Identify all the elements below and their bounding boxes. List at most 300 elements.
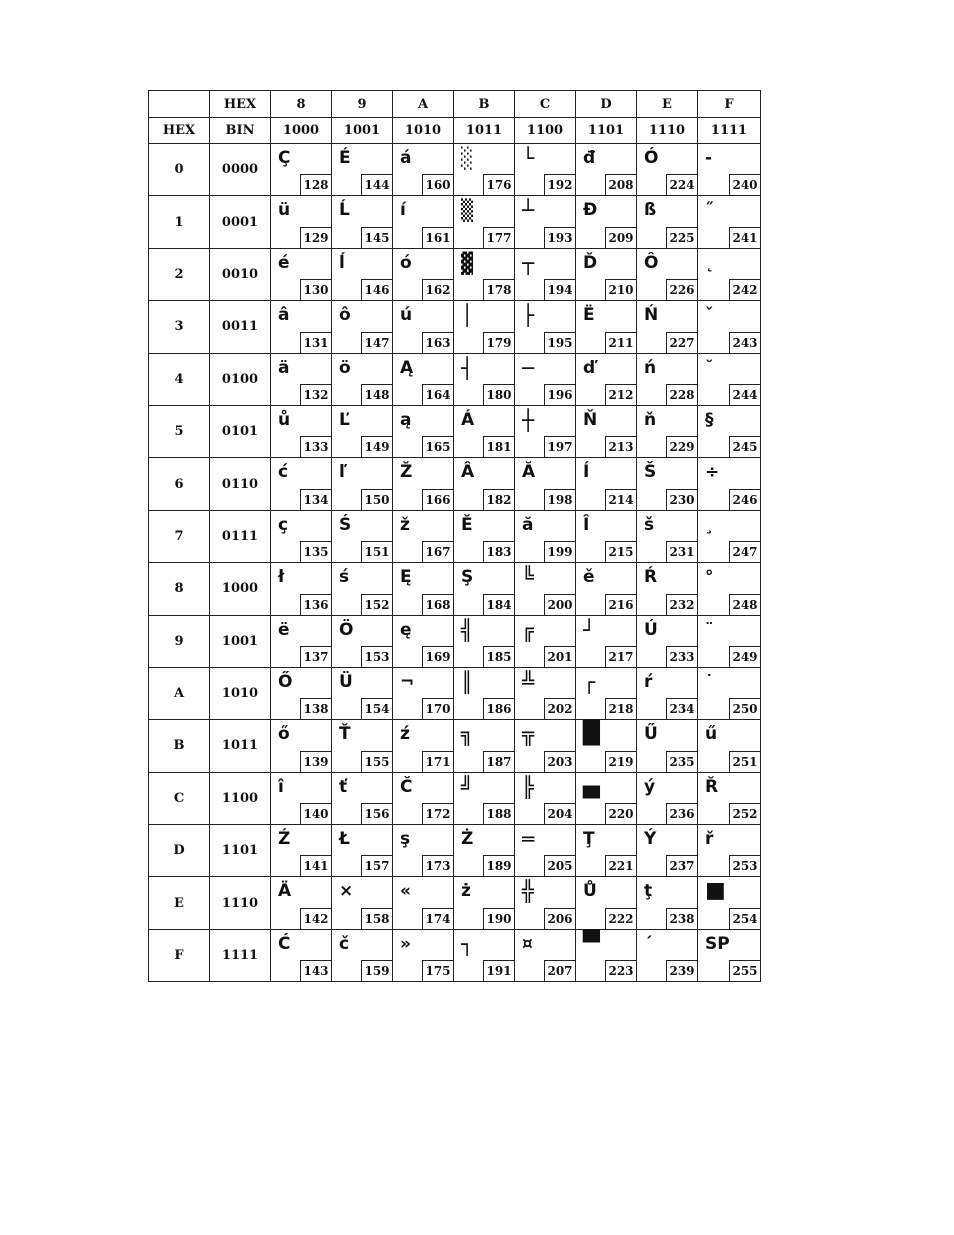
code-cell xyxy=(332,772,393,824)
code-cell xyxy=(332,405,393,457)
cell-decimal-code: 228 xyxy=(666,384,697,405)
code-cell xyxy=(393,196,454,248)
table-row xyxy=(149,615,761,667)
cell-decimal-code: 190 xyxy=(483,908,514,929)
cell-decimal-code: 170 xyxy=(422,698,453,719)
code-cell xyxy=(271,877,332,929)
row-bin-label: 1010 xyxy=(210,667,271,719)
row-bin-label: 0111 xyxy=(210,510,271,562)
column-hex-header: E xyxy=(637,91,698,118)
code-cell xyxy=(637,353,698,405)
table-row xyxy=(149,877,761,929)
code-cell xyxy=(515,248,576,300)
column-bin-header: 1100 xyxy=(515,118,576,144)
column-hex-header: 8 xyxy=(271,91,332,118)
cell-decimal-code: 212 xyxy=(605,384,636,405)
cell-decimal-code: 140 xyxy=(300,803,331,824)
code-cell xyxy=(576,458,637,510)
code-cell xyxy=(393,510,454,562)
code-cell xyxy=(637,144,698,196)
code-cell xyxy=(271,772,332,824)
cell-decimal-code: 141 xyxy=(300,855,331,876)
row-bin-label: 1101 xyxy=(210,825,271,877)
code-cell xyxy=(332,458,393,510)
row-hex-label: 8 xyxy=(149,563,210,615)
cell-decimal-code: 129 xyxy=(300,227,331,248)
table-row xyxy=(149,405,761,457)
cell-glyph: ü xyxy=(278,200,291,221)
row-bin-label: 0001 xyxy=(210,196,271,248)
code-cell xyxy=(637,458,698,510)
cell-glyph: ° xyxy=(705,567,714,588)
cell-decimal-code: 184 xyxy=(483,594,514,615)
code-cell xyxy=(515,458,576,510)
code-cell xyxy=(332,877,393,929)
cell-glyph: ■ xyxy=(705,878,726,904)
row-bin-label: 0110 xyxy=(210,458,271,510)
cell-decimal-code: 198 xyxy=(544,489,575,510)
code-cell xyxy=(698,144,761,196)
cell-decimal-code: 128 xyxy=(300,174,331,195)
column-bin-header: 1110 xyxy=(637,118,698,144)
code-cell xyxy=(393,615,454,667)
cell-glyph: ▀ xyxy=(583,930,600,956)
cell-glyph: § xyxy=(705,409,714,430)
row-bin-label: 0010 xyxy=(210,248,271,300)
cell-decimal-code: 227 xyxy=(666,332,697,353)
cell-decimal-code: 217 xyxy=(605,646,636,667)
cell-glyph: Â xyxy=(461,462,475,483)
row-hex-label: D xyxy=(149,825,210,877)
cell-decimal-code: 244 xyxy=(729,384,760,405)
code-cell xyxy=(271,458,332,510)
cell-glyph: ╝ xyxy=(461,774,474,799)
character-code-table xyxy=(148,90,761,982)
code-cell xyxy=(515,301,576,353)
cell-glyph: ¬ xyxy=(400,671,415,692)
cell-decimal-code: 153 xyxy=(361,646,392,667)
cell-glyph: ┌ xyxy=(583,669,596,694)
cell-glyph: ä xyxy=(278,357,290,378)
cell-glyph: │ xyxy=(461,303,474,328)
code-cell xyxy=(698,510,761,562)
row-bin-label: 0000 xyxy=(210,144,271,196)
code-cell xyxy=(637,929,698,981)
cell-glyph: đ xyxy=(583,148,596,168)
corner-cell xyxy=(149,91,210,118)
hex-header-label: HEX xyxy=(210,91,271,118)
cell-decimal-code: 138 xyxy=(300,698,331,719)
cell-decimal-code: 225 xyxy=(666,227,697,248)
cell-glyph: É xyxy=(339,148,351,168)
cell-decimal-code: 181 xyxy=(483,436,514,457)
code-cell xyxy=(271,720,332,772)
cell-decimal-code: 157 xyxy=(361,855,392,876)
cell-decimal-code: 233 xyxy=(666,646,697,667)
cell-decimal-code: 203 xyxy=(544,751,575,772)
table-row xyxy=(149,510,761,562)
table-row xyxy=(149,667,761,719)
cell-glyph: Ű xyxy=(644,724,658,745)
row-bin-label: 0100 xyxy=(210,353,271,405)
code-cell xyxy=(637,772,698,824)
bin-header-label: BIN xyxy=(210,118,271,144)
cell-decimal-code: 166 xyxy=(422,489,453,510)
cell-decimal-code: 237 xyxy=(666,855,697,876)
cell-glyph: ┤ xyxy=(461,355,474,380)
code-cell xyxy=(454,405,515,457)
cell-glyph: ‐ xyxy=(705,148,713,168)
cell-glyph: ç xyxy=(278,514,289,535)
code-cell xyxy=(271,301,332,353)
cell-glyph: ő xyxy=(278,724,290,745)
cell-glyph: ň xyxy=(644,409,657,430)
code-cell xyxy=(332,720,393,772)
column-hex-header: 9 xyxy=(332,91,393,118)
cell-decimal-code: 230 xyxy=(666,489,697,510)
cell-glyph: ë xyxy=(278,619,290,640)
cell-glyph: ö xyxy=(339,357,351,378)
cell-glyph: Ú xyxy=(644,619,658,640)
cell-glyph: └ xyxy=(522,146,535,170)
code-cell xyxy=(515,510,576,562)
code-cell xyxy=(515,405,576,457)
cell-glyph: Ť xyxy=(339,724,351,745)
code-cell xyxy=(393,248,454,300)
code-cell xyxy=(515,720,576,772)
cell-glyph: ▄ xyxy=(583,773,600,799)
cell-decimal-code: 199 xyxy=(544,541,575,562)
code-cell xyxy=(515,772,576,824)
code-cell xyxy=(393,405,454,457)
code-cell xyxy=(332,929,393,981)
cell-decimal-code: 250 xyxy=(729,698,760,719)
cell-decimal-code: 133 xyxy=(300,436,331,457)
cell-glyph: ┼ xyxy=(522,407,535,432)
cell-decimal-code: 144 xyxy=(361,174,392,195)
row-hex-label: 7 xyxy=(149,510,210,562)
cell-decimal-code: 172 xyxy=(422,803,453,824)
column-bin-header: 1000 xyxy=(271,118,332,144)
table-row xyxy=(149,720,761,772)
code-cell xyxy=(393,877,454,929)
cell-decimal-code: 169 xyxy=(422,646,453,667)
cell-decimal-code: 135 xyxy=(300,541,331,562)
cell-glyph: Ő xyxy=(278,671,293,692)
cell-glyph: Ř xyxy=(705,776,719,797)
cell-decimal-code: 191 xyxy=(483,960,514,981)
row-hex-label: 4 xyxy=(149,353,210,405)
cell-decimal-code: 187 xyxy=(483,751,514,772)
cell-decimal-code: 204 xyxy=(544,803,575,824)
code-cell xyxy=(698,248,761,300)
cell-glyph: ˇ xyxy=(705,305,714,326)
cell-decimal-code: 193 xyxy=(544,227,575,248)
cell-glyph: ď xyxy=(583,357,596,378)
code-cell xyxy=(454,196,515,248)
row-hex-label: A xyxy=(149,667,210,719)
cell-glyph: ó xyxy=(400,252,412,273)
cell-glyph: ¸ xyxy=(705,514,714,535)
cell-glyph: Ó xyxy=(644,148,659,168)
row-bin-label: 1111 xyxy=(210,929,271,981)
cell-glyph: ě xyxy=(583,567,595,588)
cell-decimal-code: 188 xyxy=(483,803,514,824)
code-cell xyxy=(698,196,761,248)
cell-glyph: ═ xyxy=(522,827,535,852)
cell-decimal-code: 152 xyxy=(361,594,392,615)
cell-glyph: Ś xyxy=(339,514,352,535)
row-bin-label: 1011 xyxy=(210,720,271,772)
column-bin-header: 1001 xyxy=(332,118,393,144)
cell-glyph: « xyxy=(400,881,411,902)
code-cell xyxy=(698,301,761,353)
cell-decimal-code: 209 xyxy=(605,227,636,248)
code-cell xyxy=(515,563,576,615)
cell-glyph: ů xyxy=(278,409,291,430)
cell-decimal-code: 213 xyxy=(605,436,636,457)
cell-glyph: SP xyxy=(705,933,730,954)
column-hex-header: B xyxy=(454,91,515,118)
code-cell xyxy=(271,248,332,300)
cell-decimal-code: 234 xyxy=(666,698,697,719)
cell-decimal-code: 164 xyxy=(422,384,453,405)
cell-glyph: ű xyxy=(705,724,718,745)
table-row xyxy=(149,458,761,510)
cell-decimal-code: 226 xyxy=(666,279,697,300)
code-cell xyxy=(698,667,761,719)
code-cell xyxy=(576,929,637,981)
code-cell xyxy=(637,615,698,667)
code-cell xyxy=(515,825,576,877)
row-hex-label: 1 xyxy=(149,196,210,248)
code-cell xyxy=(576,877,637,929)
cell-decimal-code: 148 xyxy=(361,384,392,405)
cell-glyph: ║ xyxy=(461,669,474,694)
code-cell xyxy=(637,563,698,615)
cell-glyph: ╗ xyxy=(461,722,474,747)
cell-glyph: ž xyxy=(400,514,410,535)
code-cell xyxy=(576,720,637,772)
cell-glyph: ┘ xyxy=(583,617,596,642)
code-cell xyxy=(454,667,515,719)
cell-decimal-code: 221 xyxy=(605,855,636,876)
cell-decimal-code: 192 xyxy=(544,174,575,195)
cell-decimal-code: 180 xyxy=(483,384,514,405)
code-cell xyxy=(637,196,698,248)
cell-decimal-code: 142 xyxy=(300,908,331,929)
cell-glyph: ă xyxy=(522,514,534,535)
cell-glyph: █ xyxy=(583,721,600,747)
cell-decimal-code: 131 xyxy=(300,332,331,353)
cell-decimal-code: 240 xyxy=(729,174,760,195)
cell-decimal-code: 218 xyxy=(605,698,636,719)
cell-decimal-code: 167 xyxy=(422,541,453,562)
cell-glyph: Î xyxy=(583,514,590,535)
cell-glyph: ˛ xyxy=(705,252,714,273)
column-bin-header: 1101 xyxy=(576,118,637,144)
cell-glyph: Á xyxy=(461,409,475,430)
cell-decimal-code: 249 xyxy=(729,646,760,667)
code-cell xyxy=(271,196,332,248)
cell-glyph: ĺ xyxy=(339,252,345,273)
cell-glyph: ý xyxy=(644,776,656,797)
cell-decimal-code: 214 xyxy=(605,489,636,510)
cell-glyph: ╔ xyxy=(522,617,535,642)
code-cell xyxy=(576,144,637,196)
cell-glyph: ÷ xyxy=(705,462,720,483)
cell-glyph: ─ xyxy=(522,355,535,380)
table-row xyxy=(149,144,761,196)
cell-decimal-code: 176 xyxy=(483,174,514,195)
cell-glyph: ¨ xyxy=(705,619,714,640)
cell-decimal-code: 238 xyxy=(666,908,697,929)
cell-glyph: Ż xyxy=(461,829,474,850)
code-cell xyxy=(393,667,454,719)
table-row xyxy=(149,825,761,877)
cell-decimal-code: 162 xyxy=(422,279,453,300)
code-cell xyxy=(332,563,393,615)
cell-glyph: é xyxy=(278,252,290,273)
code-cell xyxy=(515,353,576,405)
column-bin-header: 1111 xyxy=(698,118,761,144)
cell-decimal-code: 229 xyxy=(666,436,697,457)
cell-glyph: ├ xyxy=(522,303,535,328)
cell-glyph: ▒ xyxy=(461,198,474,223)
cell-glyph: Ł xyxy=(339,829,350,850)
cell-decimal-code: 182 xyxy=(483,489,514,510)
cell-glyph: Ş xyxy=(461,567,474,588)
cell-glyph: ┬ xyxy=(522,250,535,275)
column-hex-header: F xyxy=(698,91,761,118)
cell-decimal-code: 253 xyxy=(729,855,760,876)
code-cell xyxy=(332,353,393,405)
cell-decimal-code: 243 xyxy=(729,332,760,353)
code-cell xyxy=(698,563,761,615)
code-cell xyxy=(576,825,637,877)
cell-decimal-code: 231 xyxy=(666,541,697,562)
code-cell xyxy=(454,825,515,877)
cell-decimal-code: 186 xyxy=(483,698,514,719)
header-row-bin xyxy=(149,118,761,144)
cell-glyph: Ľ xyxy=(339,409,350,430)
cell-decimal-code: 216 xyxy=(605,594,636,615)
cell-decimal-code: 173 xyxy=(422,855,453,876)
cell-glyph: ╚ xyxy=(522,565,535,590)
cell-decimal-code: 196 xyxy=(544,384,575,405)
cell-glyph: Ą xyxy=(400,357,414,378)
cell-glyph: Ĺ xyxy=(339,200,350,221)
cell-decimal-code: 183 xyxy=(483,541,514,562)
row-hex-label: 9 xyxy=(149,615,210,667)
code-cell xyxy=(393,353,454,405)
row-hex-label: 6 xyxy=(149,458,210,510)
code-cell xyxy=(698,772,761,824)
code-cell xyxy=(393,144,454,196)
cell-decimal-code: 236 xyxy=(666,803,697,824)
cell-decimal-code: 211 xyxy=(605,332,636,353)
cell-decimal-code: 224 xyxy=(666,174,697,195)
column-hex-header: D xyxy=(576,91,637,118)
cell-decimal-code: 150 xyxy=(361,489,392,510)
cell-glyph: Ë xyxy=(583,305,595,326)
row-hex-label: 3 xyxy=(149,301,210,353)
cell-glyph: ▓ xyxy=(461,250,474,275)
code-cell xyxy=(698,720,761,772)
code-cell xyxy=(271,825,332,877)
cell-decimal-code: 207 xyxy=(544,960,575,981)
cell-decimal-code: 219 xyxy=(605,751,636,772)
cell-decimal-code: 202 xyxy=(544,698,575,719)
cell-glyph: ╦ xyxy=(522,722,535,747)
cell-decimal-code: 232 xyxy=(666,594,697,615)
cell-decimal-code: 134 xyxy=(300,489,331,510)
cell-decimal-code: 208 xyxy=(605,174,636,195)
cell-glyph: ┐ xyxy=(461,931,474,956)
cell-decimal-code: 147 xyxy=(361,332,392,353)
code-cell xyxy=(393,563,454,615)
code-cell xyxy=(576,510,637,562)
cell-decimal-code: 158 xyxy=(361,908,392,929)
code-cell xyxy=(271,510,332,562)
code-cell xyxy=(576,615,637,667)
cell-decimal-code: 235 xyxy=(666,751,697,772)
code-cell xyxy=(271,353,332,405)
cell-decimal-code: 178 xyxy=(483,279,514,300)
code-cell xyxy=(515,196,576,248)
code-cell xyxy=(454,248,515,300)
cell-decimal-code: 185 xyxy=(483,646,514,667)
cell-glyph: ˙ xyxy=(705,671,714,692)
code-cell xyxy=(576,353,637,405)
cell-glyph: Ć xyxy=(278,933,291,954)
cell-decimal-code: 149 xyxy=(361,436,392,457)
code-cell xyxy=(698,929,761,981)
cell-glyph: â xyxy=(278,305,290,326)
cell-decimal-code: 137 xyxy=(300,646,331,667)
cell-decimal-code: 200 xyxy=(544,594,575,615)
cell-glyph: Ź xyxy=(278,829,291,850)
cell-glyph: Š xyxy=(644,462,657,483)
cell-decimal-code: 174 xyxy=(422,908,453,929)
cell-glyph: Ă xyxy=(522,462,536,483)
cell-decimal-code: 161 xyxy=(422,227,453,248)
code-cell xyxy=(515,667,576,719)
cell-decimal-code: 239 xyxy=(666,960,697,981)
code-cell xyxy=(332,667,393,719)
code-cell xyxy=(576,196,637,248)
row-hex-label: 5 xyxy=(149,405,210,457)
cell-glyph: ╬ xyxy=(522,879,535,904)
cell-glyph: Ę xyxy=(400,567,412,588)
row-hex-label: 2 xyxy=(149,248,210,300)
row-hex-label: C xyxy=(149,772,210,824)
cell-glyph: » xyxy=(400,933,411,954)
code-cell xyxy=(332,825,393,877)
cell-glyph: ş xyxy=(400,829,411,850)
row-hex-header-label: HEX xyxy=(149,118,210,144)
cell-decimal-code: 130 xyxy=(300,279,331,300)
row-bin-label: 0011 xyxy=(210,301,271,353)
cell-glyph: č xyxy=(339,933,350,954)
code-cell xyxy=(454,615,515,667)
cell-glyph: ┴ xyxy=(522,198,535,223)
cell-glyph: ś xyxy=(339,567,350,588)
cell-decimal-code: 220 xyxy=(605,803,636,824)
cell-decimal-code: 160 xyxy=(422,174,453,195)
code-cell xyxy=(515,929,576,981)
cell-glyph: ô xyxy=(339,305,351,326)
